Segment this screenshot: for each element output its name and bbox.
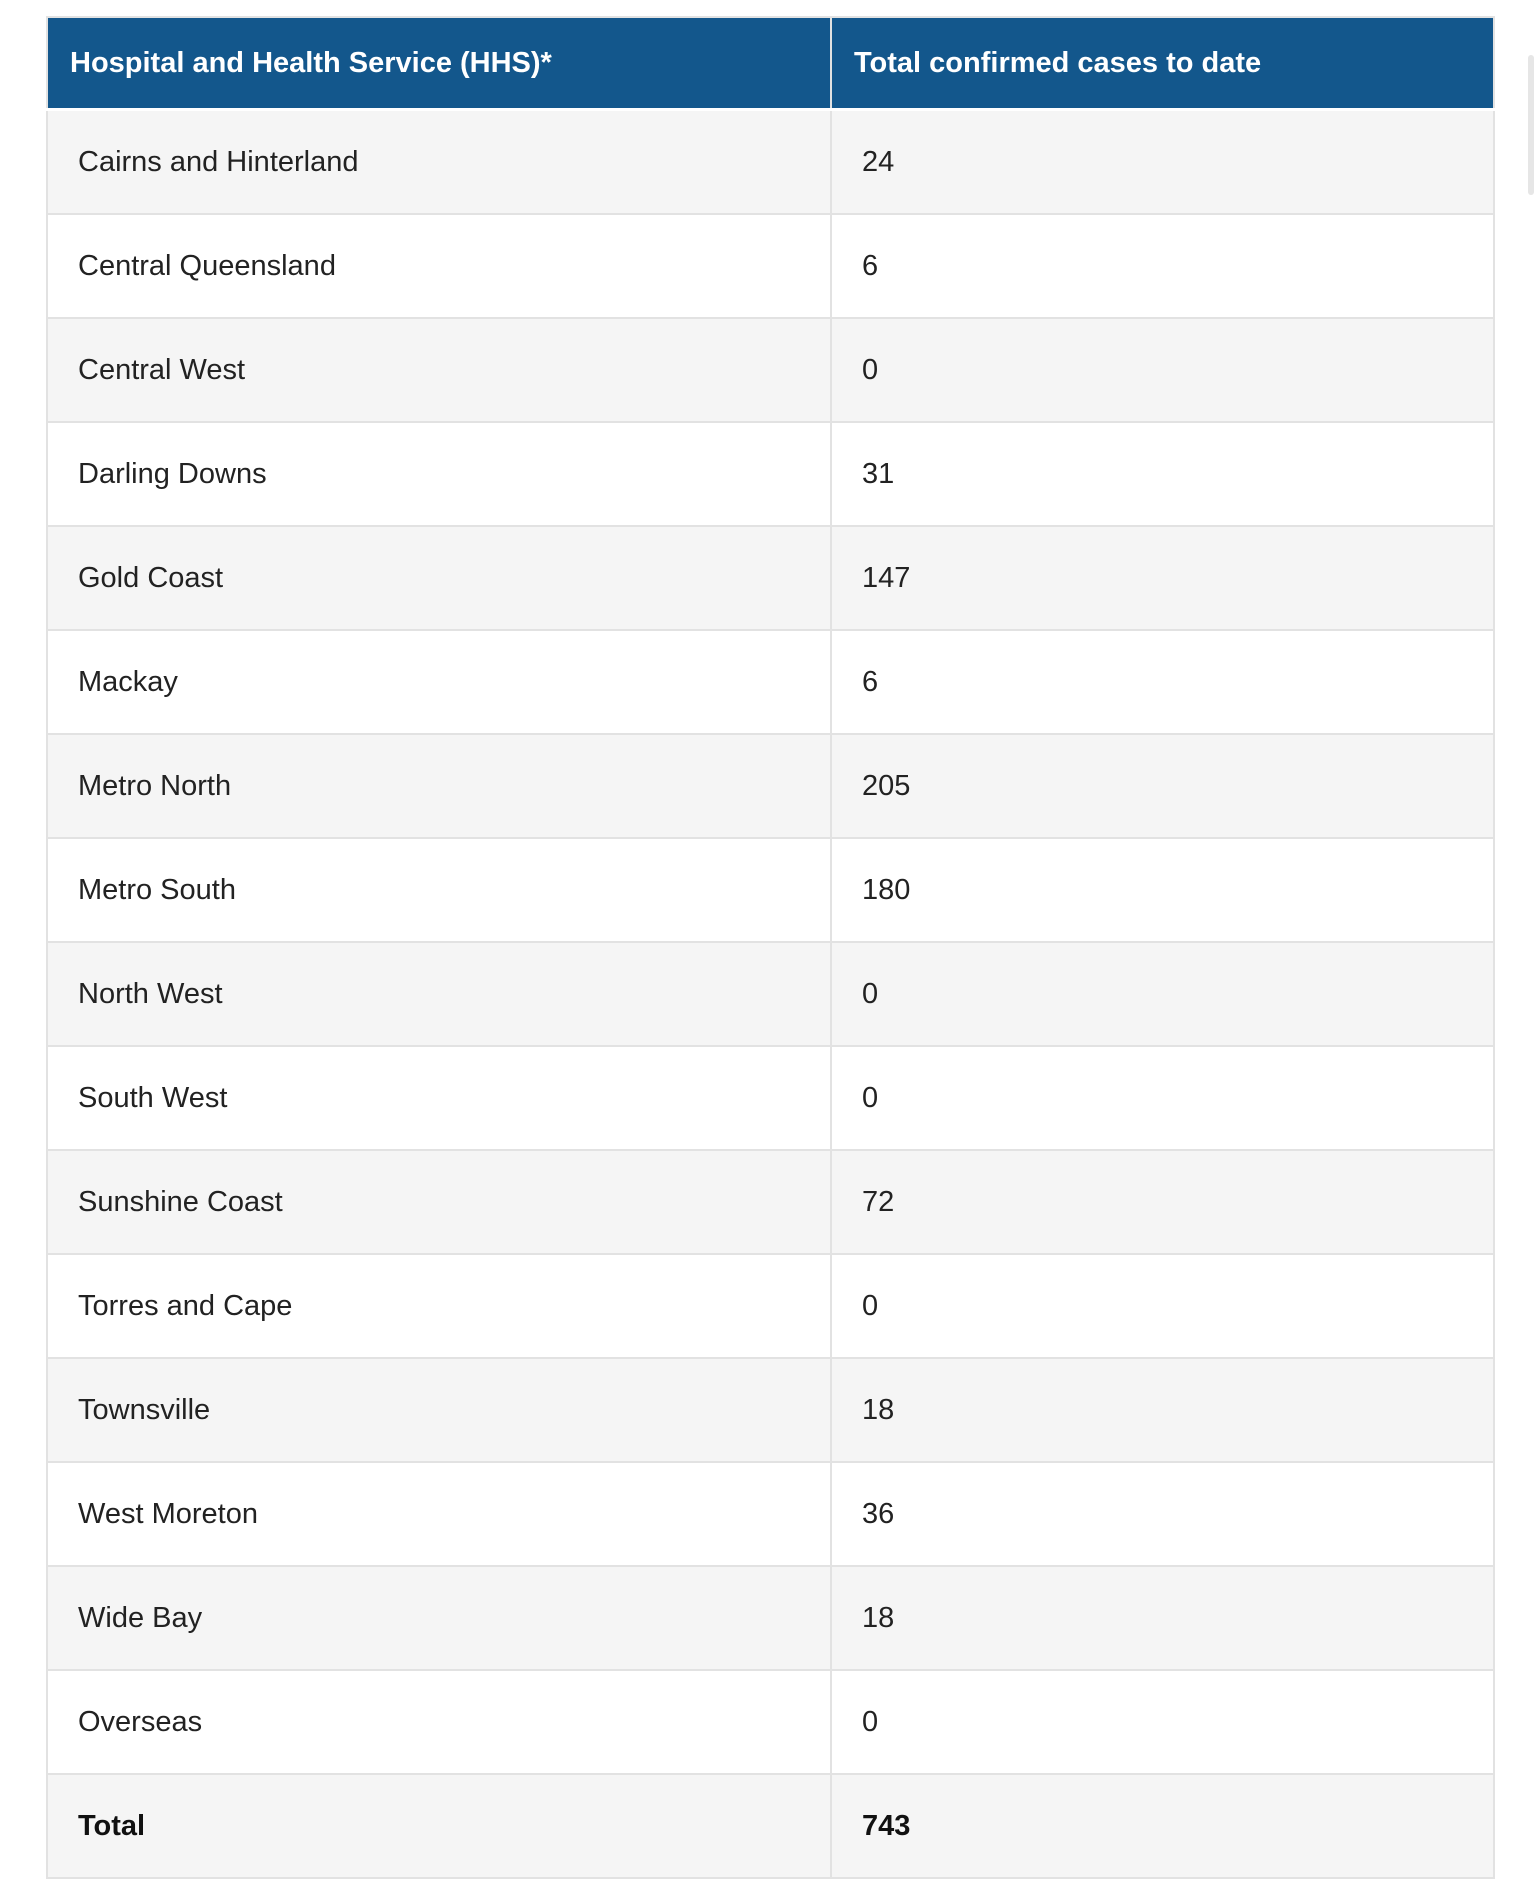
cases-count-cell: 36 bbox=[831, 1462, 1494, 1566]
cases-table-container bbox=[46, 16, 1493, 1879]
cases-count-cell: 147 bbox=[831, 526, 1494, 630]
hhs-name-cell: Metro North bbox=[47, 734, 831, 838]
total-row bbox=[47, 1774, 1494, 1878]
hhs-name-cell: West Moreton bbox=[47, 1462, 831, 1566]
table-row bbox=[47, 214, 1494, 318]
cases-count-cell: 0 bbox=[831, 1254, 1494, 1358]
hhs-name-cell: Gold Coast bbox=[47, 526, 831, 630]
cases-by-hhs-table bbox=[46, 16, 1495, 1879]
table-header bbox=[47, 17, 1494, 110]
scrollbar-thumb[interactable] bbox=[1528, 55, 1534, 195]
cases-count-cell: 6 bbox=[831, 630, 1494, 734]
hhs-name-cell: Sunshine Coast bbox=[47, 1150, 831, 1254]
column-header-total-cases: Total confirmed cases to date bbox=[831, 17, 1494, 110]
hhs-name-cell: Mackay bbox=[47, 630, 831, 734]
table-row bbox=[47, 734, 1494, 838]
table-row bbox=[47, 1358, 1494, 1462]
table-row bbox=[47, 630, 1494, 734]
cases-count-cell: 6 bbox=[831, 214, 1494, 318]
cases-count-cell: 0 bbox=[831, 942, 1494, 1046]
hhs-name-cell: Torres and Cape bbox=[47, 1254, 831, 1358]
table-row bbox=[47, 838, 1494, 942]
total-label: Total bbox=[47, 1774, 831, 1878]
table-row bbox=[47, 422, 1494, 526]
hhs-name-cell: Metro South bbox=[47, 838, 831, 942]
hhs-name-cell: Townsville bbox=[47, 1358, 831, 1462]
hhs-name-cell: North West bbox=[47, 942, 831, 1046]
total-cases-value: 743 bbox=[831, 1774, 1494, 1878]
cases-count-cell: 0 bbox=[831, 1670, 1494, 1774]
table-row bbox=[47, 1150, 1494, 1254]
table-row bbox=[47, 1670, 1494, 1774]
table-row bbox=[47, 526, 1494, 630]
hhs-name-cell: Wide Bay bbox=[47, 1566, 831, 1670]
hhs-name-cell: Overseas bbox=[47, 1670, 831, 1774]
cases-count-cell: 205 bbox=[831, 734, 1494, 838]
cases-count-cell: 0 bbox=[831, 318, 1494, 422]
table-row bbox=[47, 942, 1494, 1046]
hhs-name-cell: Central Queensland bbox=[47, 214, 831, 318]
table-footer bbox=[47, 1774, 1494, 1878]
table-row bbox=[47, 1462, 1494, 1566]
table-row bbox=[47, 110, 1494, 215]
cases-count-cell: 31 bbox=[831, 422, 1494, 526]
column-header-hhs: Hospital and Health Service (HHS)* bbox=[47, 17, 831, 110]
hhs-name-cell: Cairns and Hinterland bbox=[47, 110, 831, 215]
cases-count-cell: 18 bbox=[831, 1566, 1494, 1670]
hhs-name-cell: South West bbox=[47, 1046, 831, 1150]
cases-count-cell: 18 bbox=[831, 1358, 1494, 1462]
table-body bbox=[47, 110, 1494, 1775]
cases-count-cell: 72 bbox=[831, 1150, 1494, 1254]
cases-count-cell: 24 bbox=[831, 110, 1494, 215]
cases-count-cell: 180 bbox=[831, 838, 1494, 942]
header-row bbox=[47, 17, 1494, 110]
hhs-name-cell: Central West bbox=[47, 318, 831, 422]
table-row bbox=[47, 1566, 1494, 1670]
table-row bbox=[47, 318, 1494, 422]
table-row bbox=[47, 1254, 1494, 1358]
table-row bbox=[47, 1046, 1494, 1150]
hhs-name-cell: Darling Downs bbox=[47, 422, 831, 526]
cases-count-cell: 0 bbox=[831, 1046, 1494, 1150]
